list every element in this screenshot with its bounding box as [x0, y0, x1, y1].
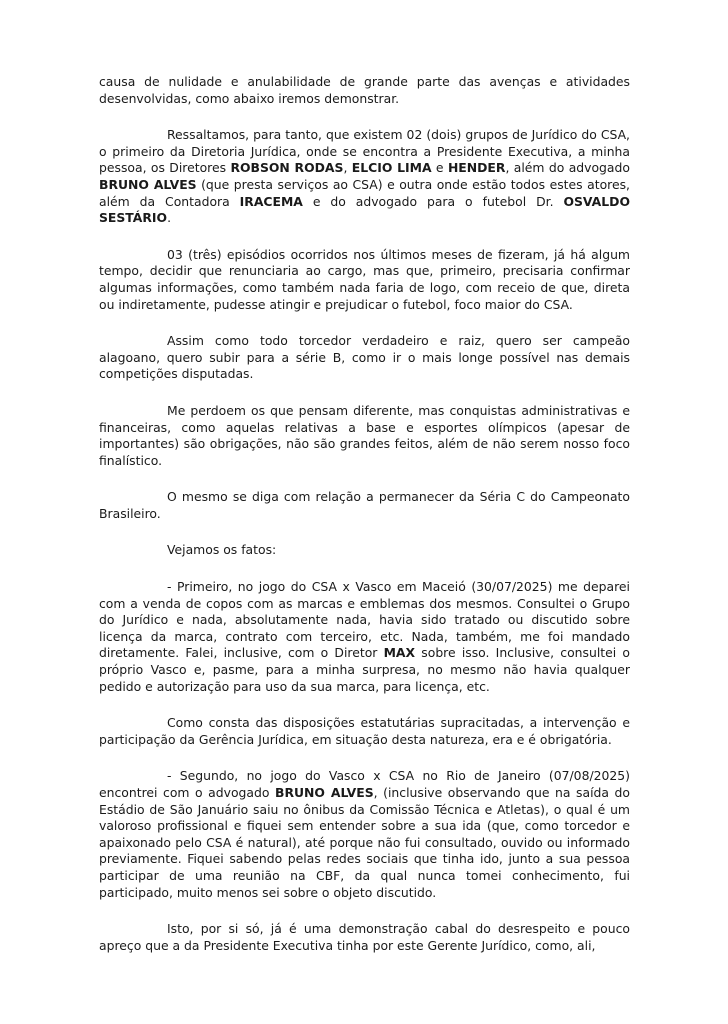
- text-run: (que presta serviços ao CSA) e outra onde estão todos estes atores, além da Contadora: [99, 176, 630, 209]
- bold-name: ROBSON RODAS: [230, 160, 344, 176]
- paragraph: [99, 542, 630, 559]
- text-run: O mesmo se diga com relação a permanecer da Séria C do Campeonato Brasileiro.: [99, 489, 630, 521]
- paragraph: [99, 921, 630, 954]
- bold-name: HENDER: [447, 160, 506, 176]
- paragraph: [99, 489, 630, 522]
- paragraph: [99, 333, 630, 383]
- text-run: sobre isso. Inclusive, consultei o próprio Vasco e, pasme, para a minha surpresa, no mesmo não havia qualquer pedido e autorização para uso da sua marca, para licença, etc.: [99, 645, 630, 694]
- paragraph: [99, 715, 630, 748]
- paragraph: [99, 74, 630, 107]
- document-body: [99, 74, 630, 954]
- text-run: e: [431, 160, 448, 176]
- bold-name: BRUNO ALVES: [99, 176, 197, 192]
- text-run: - Primeiro, no jogo do CSA x Vasco em Maceió (30/07/2025) me deparei com a venda de copos com as marcas e emblemas dos mesmos. Consultei o Grupo do Jurídico e nada, absolutamente nada, havia sido tratado ou discutido sobre licença da marca, contrato com terceiro, etc. Nada, também, me foi mandado diretamente. Falei, inclusive, com o Diretor: [99, 579, 630, 661]
- text-run: , além do advogado: [505, 160, 630, 176]
- paragraph: [99, 768, 630, 901]
- text-run: causa de nulidade e anulabilidade de grande parte das avenças e atividades desenvolvidas, como abaixo iremos demonstrar.: [99, 74, 630, 106]
- paragraph: [99, 127, 630, 227]
- paragraph: [99, 247, 630, 313]
- bold-name: MAX: [383, 645, 416, 661]
- text-run: , (inclusive observando que na saída do Estádio de São Januário saiu no ônibus da Comissão Técnica e Atletas), o qual é um valoroso profissional e fiquei sem entender sobre a sua ida (que, como torcedor e apaixonado pelo CSA é natural), até porque não fui consultado, ouvido ou informado previamente. Fiquei sabendo pelas redes sociais que tinha ido, junto a sua pessoa participar de uma reunião na CBF, da qual nunca tomei conhecimento, fui participado, muito menos sei sobre o objeto discutido.: [99, 785, 631, 900]
- text-run: ,: [343, 160, 352, 176]
- bold-name: BRUNO ALVES: [275, 785, 374, 800]
- text-run: Me perdoem os que pensam diferente, mas conquistas administrativas e financeiras, como aquelas relativas a base e esportes olímpicos (apesar de importantes) são obrigações, não são grandes feitos, além de não serem nosso foco finalístico.: [99, 402, 630, 468]
- text-run: Como consta das disposições estatutárias supracitadas, a intervenção e participação da Gerência Jurídica, em situação desta natureza, era e é obrigatória.: [99, 715, 630, 747]
- bold-name: ELCIO LIMA: [351, 160, 432, 176]
- bold-name: IRACEMA: [239, 193, 303, 209]
- text-run: .: [167, 210, 172, 226]
- text-run: Isto, por si só, já é uma demonstração cabal do desrespeito e pouco apreço que a da Presidente Executiva tinha por este Gerente Jurídico, como, ali,: [99, 921, 630, 953]
- text-run: Ressaltamos, para tanto, que existem 02 (dois) grupos de Jurídico do CSA, o primeiro da Diretoria Jurídica, onde se encontra a Presidente Executiva, a minha pessoa, os Diretores: [99, 127, 630, 176]
- text-run: e do advogado para o futebol Dr.: [302, 193, 564, 209]
- paragraph: [99, 403, 630, 469]
- text-run: Vejamos os fatos:: [167, 542, 277, 558]
- paragraph: [99, 579, 630, 695]
- bold-name: OSVALDO SESTÁRIO: [99, 193, 630, 226]
- text-run: Assim como todo torcedor verdadeiro e raiz, quero ser campeão alagoano, quero subir para a série B, como ir o mais longe possível nas demais competições disputadas.: [99, 333, 630, 382]
- text-run: - Segundo, no jogo do Vasco x CSA no Rio de Janeiro (07/08/2025) encontrei com o advogado: [99, 768, 630, 800]
- text-run: 03 (três) episódios ocorridos nos últimos meses de fizeram, já há algum tempo, decidir que renunciaria ao cargo, mas que, primeiro, precisaria confirmar algumas informações, como também nada faria de logo, com receio de que, direta ou indiretamente, pudesse atingir e prejudicar o futebol, foco maior do CSA.: [99, 246, 630, 312]
